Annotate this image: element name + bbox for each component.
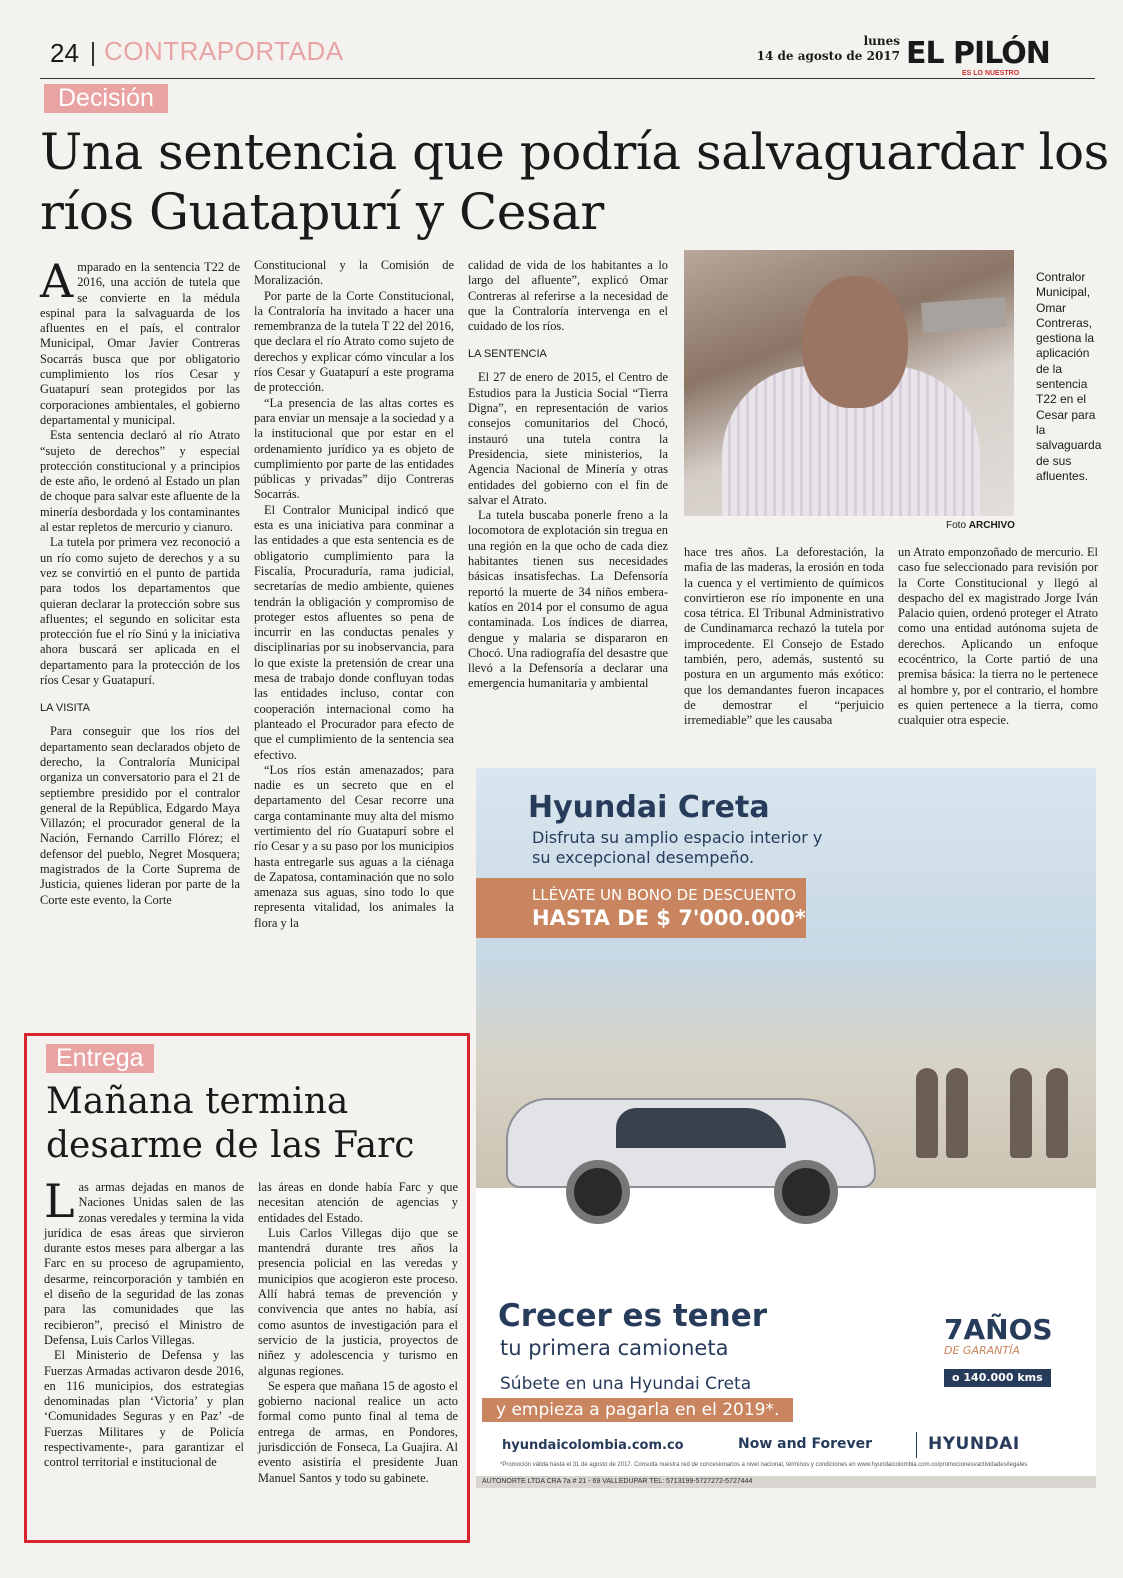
article-kicker: Entrega xyxy=(46,1044,154,1073)
subhead: LA VISITA xyxy=(40,702,90,715)
subhead: LA SENTENCIA xyxy=(468,348,547,361)
drop-cap: A xyxy=(40,254,74,308)
ad-line4: y empieza a pagarla en el 2019*. xyxy=(482,1398,793,1422)
paragraph: mparado en la sentencia T22 de 2016, una acción de tutela que se convierte en la médula espinal para la salvaguarda de los afluentes en el país, el contralor Municipal, Omar Javier Contreras Socarrás busca que por obligatorio cumplimiento los ríos Cesar y Guatapurí sean protegidos por las corporaciones ambientales, el gobierno departamental y municipal. xyxy=(40,260,240,427)
newspaper-logo: EL PILÓN xyxy=(906,36,1050,71)
article-headline: Una sentencia que podría salvaguardar los ríos Guatapurí y Cesar xyxy=(40,123,1109,241)
paragraph: La tutela por primera vez reconoció a un río como sujeto de derechos y a su vez se convirtió en el punto de partida para todos los departamentos que quieran declarar la protección sobre sus afluentes; el segundo en solicitar esta protección fue el río Sinú y la iniciativa ahora buscará ser aplicada en el departamento para la protección de los ríos Cesar y Guatapurí. xyxy=(40,535,240,688)
page-number: 24 xyxy=(50,38,79,68)
article-photo xyxy=(684,250,1014,516)
article-column-3 xyxy=(468,258,668,692)
ad-title: Hyundai Creta xyxy=(528,790,770,825)
paragraph: El 27 de enero de 2015, el Centro de Estudios para la Justicia Social “Tierra Digna”, en representación de varios consejos comunitarios del Chocó, instauró una tutela contra la Presidencia, siete ministerios, la Agencia Nacional de Minería y otras entidades del gobierno con el fin de salvar el Atrato. xyxy=(468,370,668,507)
date: 14 de agosto de 2017 xyxy=(756,49,900,63)
beach-person xyxy=(1010,1068,1032,1158)
car-wheel xyxy=(566,1160,630,1224)
ad-headline2: tu primera camioneta xyxy=(500,1336,729,1360)
ad-headline: Crecer es tener xyxy=(498,1298,768,1334)
issue-date xyxy=(740,34,900,64)
car-windows xyxy=(616,1108,786,1148)
photo-caption: Contralor Municipal, Omar Contreras, gestiona la aplicación de la sentencia T22 en el Cesar para la salvaguarda de sus afluentes. xyxy=(1036,270,1102,483)
paragraph: Por parte de la Corte Constitucional, la Contraloría ha invitado a hacer una remembranza de la tutela T 22 del 2016, que declara el río Atrato como sujeto de derechos y explicar cómo vincular a los ríos Cesar y Guatapurí a este programa de protección. xyxy=(254,288,454,395)
hyundai-advertisement xyxy=(476,768,1096,1488)
paragraph: as armas dejadas en manos de Naciones Unidas salen de las zonas veredales y termina la vida jurídica de esas áreas que sirvieron durante estos meses para albergar a las Farc en su proceso de agrupamiento, desarme, reincorporación y también en el diseño de la seguridad de las zonas para las comunidades que las recibieron”, precisó el Ministro de Defensa, Luis Carlos Villegas. xyxy=(44,1180,244,1347)
photo-credit xyxy=(946,520,1015,531)
photo-credit-prefix: Foto xyxy=(946,520,969,531)
paragraph: El Contralor Municipal indicó que esta es una iniciativa para conminar a las entidades a que esta sentencia es de obligatorio cumplimiento para la Fiscalía, Procuraduría, rama judicial, secretarías de medio ambiente, quienes tendrán la obligación y compromiso de proteger estos afluentes so pena de incurrir en las conductas penales y disciplinarias por su inobservancia, para lo que existe la pretensión de crear una mesa de trabajo donde confluyan todas las entidades incluso, contar con cooperación internacional como ha planteado el Procurador para efecto de que el cumplimiento de la sentencia sea efectivo. xyxy=(254,502,454,762)
paragraph: “Los ríos están amenazados; para nadie es un secreto que en el departamento del Cesar recorre una carga contaminante muy alta del mismo vertimiento del río Guatapurí sobre el río Cesar y a su paso por los municipios hasta entregarle sus aguas a la ciénaga de Zapatosa, contaminación que no solo amenaza sus aguas, sino todo lo que representa vitalidad, los animales la flora y la xyxy=(254,762,454,930)
warranty-years: 7AÑOS xyxy=(944,1313,1053,1346)
photo-subject-face xyxy=(802,276,908,408)
ad-slogan: Now and Forever xyxy=(738,1436,872,1452)
paragraph: La tutela buscaba ponerle freno a la locomotora de explotación sin tregua en una región en la que ocho de cada diez habitantes tienen sus necesidades básicas insatisfechas. La Defensoría reportó la muerte de 34 niños embera-katíos en 2014 por el consumo de agua contaminada. Los índices de diarrea, dengue y malaria se dispararon en Chocó. Una radiografía del desastre que llevó a la Defensoría a declarar una emergencia humanitaria y ambiental xyxy=(468,508,668,691)
article-kicker: Decisión xyxy=(44,84,168,113)
paragraph: Constitucional y la Comisión de Moralización. xyxy=(254,258,454,288)
ad-divider xyxy=(916,1432,917,1458)
logo-tagline: ES LO NUESTRO xyxy=(962,70,1020,77)
article-column-4 xyxy=(684,545,884,729)
paragraph: Esta sentencia declaró al río Atrato “sujeto de derechos” y especial protección constitucional y a principios de este año, le ordenó al Estado un plan de choque para salvar este afluente de la minería desbordada y los contaminantes al estar repletos de mercurio y cianuro. xyxy=(40,428,240,535)
section-title: CONTRAPORTADA xyxy=(104,36,344,66)
hyundai-logo: HYUNDAI xyxy=(928,1434,1020,1454)
ad-url: hyundaicolombia.com.co xyxy=(502,1438,684,1453)
weekday: lunes xyxy=(863,34,900,48)
warranty-sub: DE GARANTÍA xyxy=(944,1344,1020,1357)
ad-fine-print: *Promoción válida hasta el 31 de agosto de 2017. Consulta nuestra red de concesionarios a nivel nacional, términos y condiciones en www.hyundaicolombia.com.co/promocionesvactividades/legales xyxy=(500,1462,1028,1468)
beach-person xyxy=(916,1068,938,1158)
car-image xyxy=(506,1068,876,1218)
warranty-km: o 140.000 kms xyxy=(944,1369,1051,1387)
paragraph: “La presencia de las altas cortes es para enviar un mensaje a la sociedad y a la institucional que por estar en el ordenamiento jurídico ya es objeto de cumplimiento por parte de las entidades públicas y privadas” dijo Contreras Socarrás. xyxy=(254,395,454,502)
paragraph: un Atrato emponzoñado de mercurio. El caso fue seleccionado para revisión por la Corte Constitucional y llegó al despacho del ex magistrado Jorge Iván Palacio quien, ordenó proteger el Atrato como una entidad autónoma sujeta de derechos. Aplicando un enfoque ecocéntrico, la Corte partió de una premisa básica: la tierra no le pertenece al hombre y, por el contrario, el hombre es quien pertenece a la tierra, como cualquier otra especie. xyxy=(898,545,1098,728)
paragraph: las áreas en donde había Farc y que necesitan atención de agencias y entidades del Estado. xyxy=(258,1180,458,1225)
beach-person xyxy=(946,1068,968,1158)
article-headline: Mañana termina desarme de las Farc xyxy=(46,1081,415,1166)
car-wheel xyxy=(774,1160,838,1224)
ad-offer-band xyxy=(476,878,806,938)
ad-subtitle: Disfruta su amplio espacio interior y su excepcional desempeño. xyxy=(532,828,823,867)
article-column-1 xyxy=(40,254,240,908)
paragraph: hace tres años. La deforestación, la mafia de las maderas, la erosión en toda la cuenca y el vertimiento de químicos convirtieron ese río imponente en una cosa tétrica. El Tribunal Administrativo de Cundinamarca rechazó la tutela por improcedente. El Consejo de Estado también, pero, además, sustentó su postura en un argumento más exótico: que los demandantes fueron incapaces de demostrar el “perjuicio irremediable” que les causaba xyxy=(684,545,884,728)
paragraph: El Ministerio de Defensa y las Fuerzas Armadas activaron desde 2016, en 116 municipios, dos estrategias denominadas plan ‘Victoria’ y plan ‘Comunidades Seguras y en Paz’ -de Fuerzas Militares y de Policía respectivamente-, para garantizar el control territorial e institucional de xyxy=(44,1348,244,1470)
paragraph: calidad de vida de los habitantes a lo largo del afluente”, explicó Omar Contreras al referirse a la necesidad de que la Contraloría intervenga en el cuidado de los ríos. xyxy=(468,258,668,334)
article-column-1 xyxy=(44,1174,244,1471)
warranty-badge xyxy=(944,1313,1074,1387)
ad-offer-line2: HASTA DE $ 7'000.000* xyxy=(532,906,806,930)
header-divider xyxy=(92,42,94,66)
article-column-2 xyxy=(258,1180,458,1486)
photo-credit-name: ARCHIVO xyxy=(968,520,1015,531)
paragraph: Para conseguir que los ríos del departamento sean declarados objeto de derecho, la Contraloría Municipal organiza un conversatorio para el 21 de septiembre presidido por el contralor general de la República, Edgardo Maya Villazón; el procurador general de la Nación, Fernando Carrillo Flórez; el defensor del pueblo, Negret Mosquera; magistrados de la Corte Suprema de Justicia, quienes lideran por parte de la Corte este evento, la Corte xyxy=(40,724,240,907)
ad-offer-line1: LLÉVATE UN BONO DE DESCUENTO xyxy=(532,886,797,904)
drop-cap: L xyxy=(44,1174,75,1228)
article-column-5 xyxy=(898,545,1098,729)
ad-line3: Súbete en una Hyundai Creta xyxy=(500,1374,752,1394)
article-column-2 xyxy=(254,258,454,931)
paragraph: Se espera que mañana 15 de agosto el gobierno nacional realice un acto formal como punto final al tema de entrega de armas, en Pondores, jurisdicción de Fonseca, La Guajira. Al evento asistiría el presidente Juan Manuel Santos y todo su gabinete. xyxy=(258,1378,458,1485)
beach-person xyxy=(1046,1068,1068,1158)
header-rule xyxy=(40,78,1095,79)
ad-dealer-footer: AUTONORTE LTDA CRA 7a # 21 - 69 VALLEDUPAR TEL: 5713199-5727272-5727444 xyxy=(476,1476,1096,1488)
paragraph: Luis Carlos Villegas dijo que se mantendrá durante tres años la presencia policial en las veredas y municipios que acogieron este proceso. Allí habrá temas de prevención y convivencia que antes no había, así como asuntos de investigación para el servicio de la justicia, proyectos de niñez y adolescencia y turismo en algunas regiones. xyxy=(258,1225,458,1378)
photo-nameplate xyxy=(921,297,1007,333)
